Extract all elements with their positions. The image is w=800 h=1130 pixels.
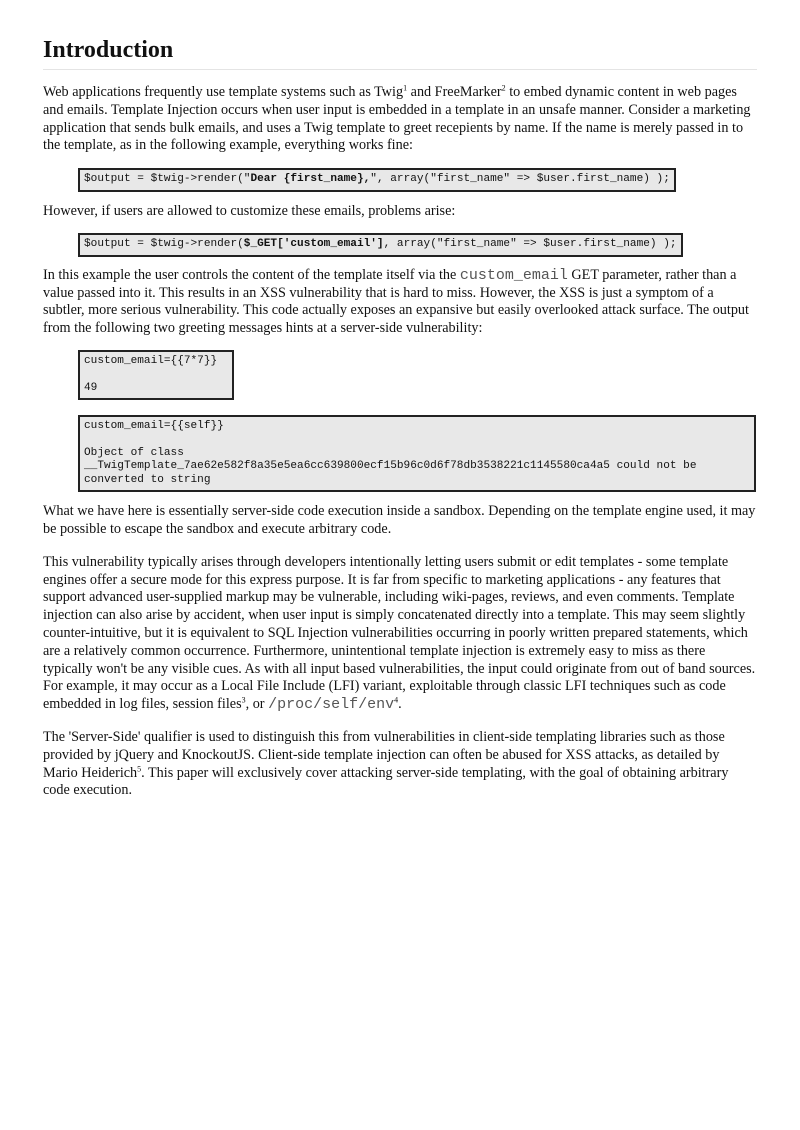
intro-text-2: and FreeMarker [407,84,502,100]
inline-code-custom-email: custom_email [459,266,568,284]
section-heading: Introduction [43,36,757,70]
footnote-ref-1[interactable]: 1 [403,83,408,93]
sandbox-paragraph: What we have here is essentially server-side code execution inside a sandbox. Depending on the template engine used, it may be possible to escape the sandbox and execute arbitrary code. [43,503,756,538]
qualifier-text-2: . This paper will exclusively cover attacking server-side templating, with the goal of obtaining arbitrary code execution. [43,764,729,799]
footnote-ref-3[interactable]: 3 [241,695,246,705]
code-safe-suffix: ", array("first_name" => $user.first_name) ); [370,173,670,186]
footnote-ref-5[interactable]: 5 [137,763,142,773]
footnote-ref-4[interactable]: 4 [394,695,399,705]
code-block-unsafe-render [78,233,683,256]
intro-text-1: Web applications frequently use template systems such as Twig [43,84,404,100]
code-block-math-probe: custom_email={{7*7}} 49 [78,350,234,400]
qualifier-text-1: The 'Server-Side' qualifier is used to distinguish this from vulnerabilities in client-side templating libraries such as those provided by jQuery and KnockoutJS. Client-side template injection can often be abused for XSS attacks, as detailed by Mario Heiderich [43,729,725,781]
intro-paragraph [43,84,757,155]
code-unsafe-prefix: $output = $twig->render( [84,238,244,251]
customize-paragraph: However, if users are allowed to customize these emails, problems arise: [43,202,456,219]
code-block-self-probe: custom_email={{self}} Object of class __TwigTemplate_7ae62e582f8a35e5ea6cc639800ecf15b96c0d6f78db3538221c1145580ca4a5 could not be converted to string [78,415,756,492]
footnote-ref-2[interactable]: 2 [501,83,506,93]
code-unsafe-template: $_GET['custom_email'] [243,238,384,251]
code-safe-prefix: $output = $twig->render(" [84,173,251,186]
server-side-qualifier-paragraph [43,729,757,800]
intro-text-3: to embed dynamic content in web pages and emails. Template Injection occurs when user input is embedded in a template in an unsafe manner. Consider a marketing application that sends bulk emails, and uses a Twig template to greet recepients by name. If the name is merely passed in to the template, as in the following example, everything works fine: [43,84,751,154]
code-unsafe-suffix: , array("first_name" => $user.first_name) ); [383,238,677,251]
user-controls-text-1: In this example the user controls the content of the template itself via the [43,266,460,283]
vulnerability-text-2: , or [245,696,269,713]
vulnerability-paragraph [43,554,757,714]
user-controls-paragraph [43,267,757,338]
vulnerability-text-1: This vulnerability typically arises through developers intentionally letting users submit or edit templates - some template engines offer a secure mode for this express purpose. It is far from specific to marketing applications - any features that support advanced user-supplied markup may be vulnerable, including wiki-pages, reviews, and even comments. Template injection can also arise by accident, when user input is simply concatenated directly into a template. This may seem slightly counter-intuitive, but it is equivalent to SQL Injection vulnerabilities occurring in poorly written prepared statements, which are a relatively common occurrence. Furthermore, unintentional template injection is extremely easy to miss as there typically won't be any visible cues. As with all input based vulnerabilities, the input could originate from out of band sources. For example, it may occur as a Local File Include (LFI) variant, exploitable through classic LFI techniques such as code embedded in log files, session files [43,553,756,713]
inline-code-proc-self-env: /proc/self/env [268,696,395,714]
document-page [43,36,757,800]
vulnerability-text-3: . [398,696,402,713]
code-safe-template: Dear {first_name}, [250,173,371,186]
code-block-safe-render [78,168,676,191]
user-controls-text-2: GET parameter, rather than a value passed into it. This results in an XSS vulnerability that is hard to miss. However, the XSS is just a symptom of a subtler, more serious vulnerability. This code actually exposes an expansive but easily overlooked attack surface. The output from the following two greeting messages hints at a server-side vulnerability: [43,266,749,337]
